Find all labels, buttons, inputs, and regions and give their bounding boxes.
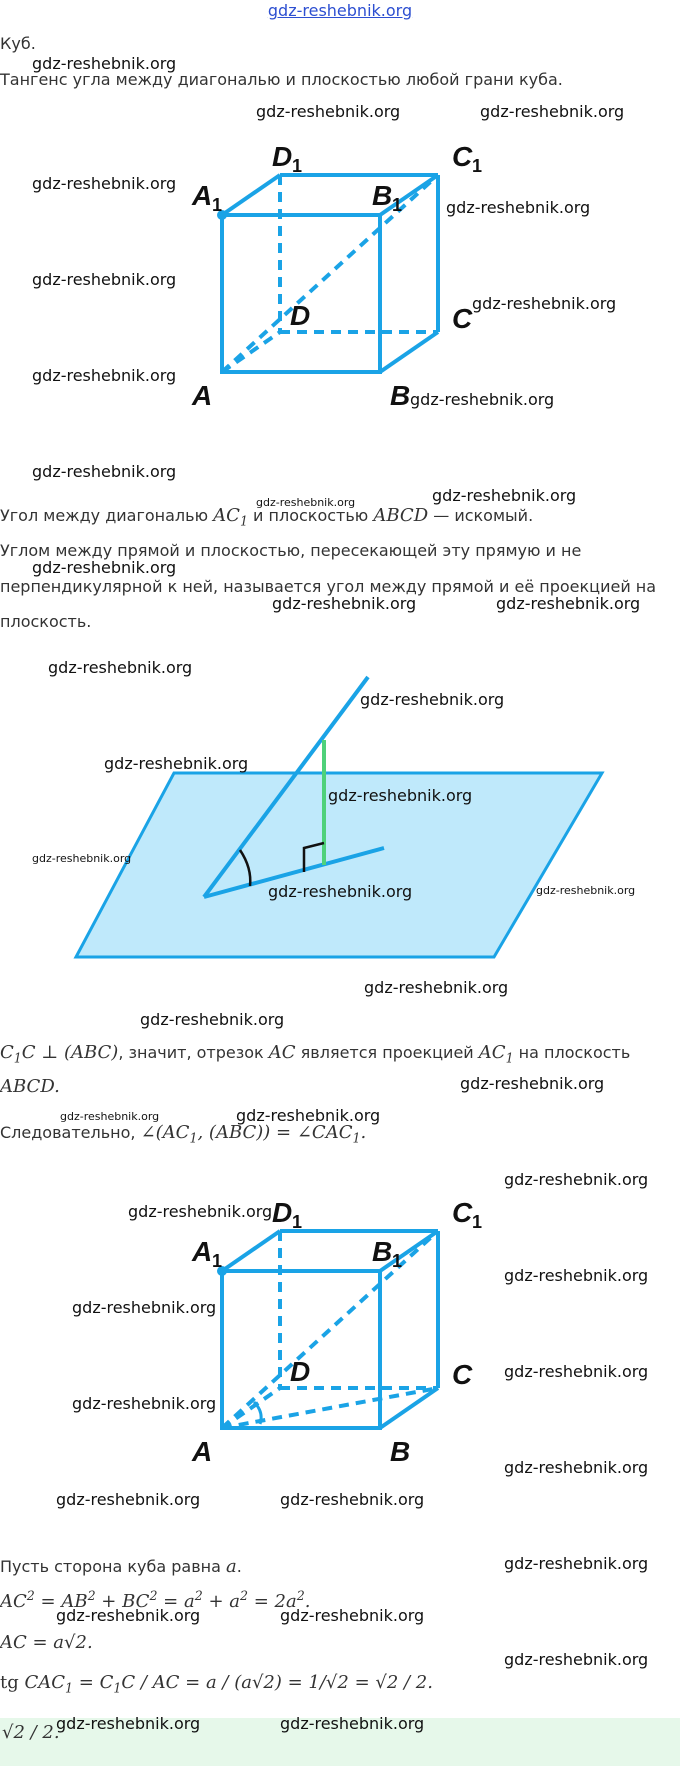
watermark: gdz-reshebnik.org	[72, 1298, 217, 1317]
edge-AD-hidden	[222, 332, 280, 372]
watermark: gdz-reshebnik.org	[32, 462, 177, 481]
edge-A1D1	[222, 175, 280, 215]
svg-text:A: A	[192, 1236, 213, 1267]
label-B1: B	[372, 180, 393, 211]
label-C1: C	[452, 141, 473, 172]
label-C: C	[452, 303, 473, 334]
label-A1: A	[192, 180, 213, 211]
svg-text:1: 1	[392, 195, 403, 215]
angle-sentence: Угол между диагональю $AC_1$ и плоскостью ABCD — искомый.	[0, 505, 534, 529]
svg-text:A: A	[192, 1436, 213, 1467]
projection-sentence: $C_1C$ ⊥ (ABC), значит, отрезок AC является проекцией $AC_1$ на плоскость	[0, 1042, 631, 1066]
svg-text:1: 1	[472, 1212, 483, 1232]
watermark: gdz-reshebnik.org	[360, 690, 505, 709]
diagonal-AC1-2	[222, 1231, 438, 1428]
watermark: gdz-reshebnik.org	[256, 496, 356, 509]
watermark: gdz-reshebnik.org	[60, 1110, 160, 1123]
edge-BC	[380, 332, 438, 372]
watermark: gdz-reshebnik.org	[504, 1362, 649, 1381]
watermark: gdz-reshebnik.org	[256, 102, 401, 121]
label-D1: D	[272, 141, 293, 172]
svg-text:1: 1	[212, 1251, 223, 1271]
watermark: gdz-reshebnik.org	[328, 786, 473, 805]
watermark: gdz-reshebnik.org	[480, 102, 625, 121]
svg-text:1: 1	[292, 1212, 303, 1232]
watermark: gdz-reshebnik.org	[272, 594, 417, 613]
watermark: gdz-reshebnik.org	[48, 658, 193, 677]
cube-figure-1	[191, 141, 482, 411]
watermark: gdz-reshebnik.org	[536, 884, 636, 897]
projection-plane: ABCD.	[0, 1076, 60, 1097]
watermark: gdz-reshebnik.org	[472, 294, 617, 313]
watermark: gdz-reshebnik.org	[504, 1266, 649, 1285]
svg-text:D: D	[272, 1197, 293, 1228]
let-side-line: Пусть сторона куба равна a.	[0, 1556, 242, 1577]
svg-text:C: C	[452, 1197, 473, 1228]
watermark: gdz-reshebnik.org	[32, 558, 177, 577]
consequently-line: Следовательно, $\angle(AC_1$, $(ABC)) = \angle CAC_1$.	[0, 1122, 367, 1146]
front-face	[222, 215, 380, 372]
svg-text:B: B	[390, 1436, 411, 1467]
svg-text:D: D	[290, 1356, 311, 1387]
definition-line-3: плоскость.	[0, 612, 92, 631]
svg-text:1: 1	[212, 195, 223, 215]
plane-figure	[76, 677, 602, 957]
watermark: gdz-reshebnik.org	[504, 1650, 649, 1669]
watermark: gdz-reshebnik.org	[504, 1170, 649, 1189]
watermark: gdz-reshebnik.org	[104, 754, 249, 773]
watermark: gdz-reshebnik.org	[140, 1010, 285, 1029]
answer-value: √2 / 2.	[2, 1722, 60, 1743]
watermark: gdz-reshebnik.org	[128, 1202, 273, 1221]
watermark: gdz-reshebnik.org	[446, 198, 591, 217]
site-link[interactable]: gdz-reshebnik.org	[267, 1, 413, 20]
watermark: gdz-reshebnik.org	[56, 1490, 201, 1509]
line-tangent: Тангенс угла между диагональю и плоскостью любой грани куба.	[0, 70, 563, 89]
watermark: gdz-reshebnik.org	[72, 1394, 217, 1413]
label-D: D	[290, 300, 311, 331]
edge-AD-hidden-2	[222, 1388, 280, 1428]
watermark: gdz-reshebnik.org	[280, 1490, 425, 1509]
cube-figure-2	[191, 1197, 482, 1467]
watermark: gdz-reshebnik.org	[236, 1106, 381, 1125]
watermark: gdz-reshebnik.org	[504, 1458, 649, 1477]
watermark: gdz-reshebnik.org	[504, 1554, 649, 1573]
watermark: gdz-reshebnik.org	[32, 174, 177, 193]
watermark: gdz-reshebnik.org	[364, 978, 509, 997]
svg-text:1: 1	[292, 156, 303, 176]
equation-ac-squared: $AC^2 = AB^2 + BC^2 = a^2 + a^2 = 2a^2$.	[0, 1588, 311, 1612]
watermark: gdz-reshebnik.org	[32, 366, 177, 385]
svg-text:1: 1	[392, 1251, 403, 1271]
label-A: A	[192, 380, 213, 411]
svg-text:C: C	[452, 1359, 473, 1390]
watermark: gdz-reshebnik.org	[432, 486, 577, 505]
watermark: gdz-reshebnik.org	[280, 1714, 425, 1733]
watermark: gdz-reshebnik.org	[280, 1606, 425, 1625]
watermark: gdz-reshebnik.org	[56, 1714, 201, 1733]
equation-ac: AC = a√2.	[0, 1632, 93, 1653]
watermark: gdz-reshebnik.org	[460, 1074, 605, 1093]
watermark: gdz-reshebnik.org	[32, 270, 177, 289]
definition-line-2: перпендикулярной к ней, называется угол между прямой и её проекцией на	[0, 577, 657, 596]
watermark: gdz-reshebnik.org	[32, 852, 132, 865]
watermark: gdz-reshebnik.org	[32, 54, 177, 73]
svg-text:B: B	[372, 1236, 393, 1267]
watermark: gdz-reshebnik.org	[410, 390, 555, 409]
definition-line-1: Углом между прямой и плоскостью, пересекающей эту прямую и не	[0, 541, 582, 560]
svg-text:1: 1	[472, 156, 483, 176]
line-cube: Куб.	[0, 34, 36, 53]
diagonal-AC1	[222, 175, 438, 372]
watermark: gdz-reshebnik.org	[56, 1606, 201, 1625]
watermark: gdz-reshebnik.org	[496, 594, 641, 613]
label-B: B	[390, 380, 411, 411]
watermark: gdz-reshebnik.org	[268, 882, 413, 901]
equation-tangent: tg $CAC_1 = C_1C$ / AC = a / (a√2) = 1/√2 = √2 / 2.	[0, 1672, 433, 1696]
